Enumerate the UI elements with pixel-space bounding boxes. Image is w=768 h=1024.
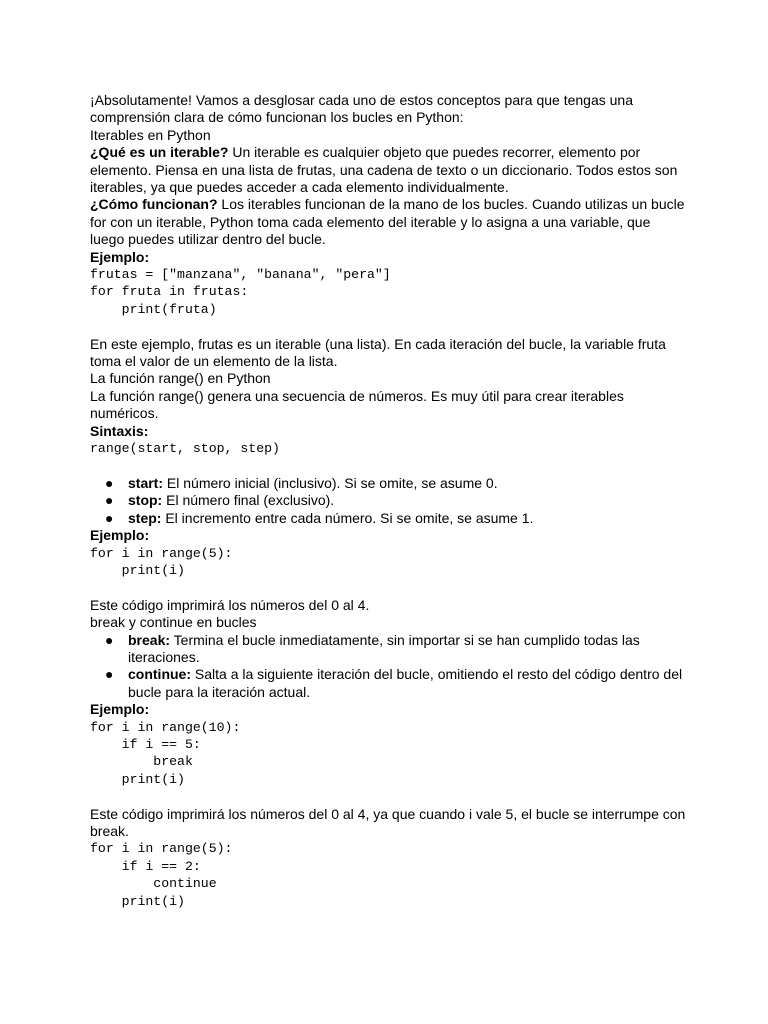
param-text: El número final (exclusivo). — [162, 492, 335, 509]
param-text: El número inicial (inclusivo). Si se omite, se asume 0. — [163, 474, 498, 491]
keyword-text: Termina el bucle inmediatamente, sin importar si se han cumplido todas las — [170, 631, 640, 648]
keyword-text-continued: bucle para la iteración actual. — [128, 683, 311, 700]
continue-code-line: for i in range(5): — [90, 841, 233, 857]
iterable-how — [90, 196, 690, 213]
iterable-definition-line-2: elemento. Piensa en una lista de frutas, una cadena de texto o un diccionario. Todos estos son — [90, 161, 678, 178]
range-desc-line-1: La función range() genera una secuencia de números. Es muy útil para crear iterables — [90, 387, 624, 404]
spacer — [90, 458, 690, 475]
break-continue-heading: break y continue en bucles — [90, 614, 257, 631]
list-item — [90, 475, 690, 492]
break-explain-line-1: Este código imprimirá los números del 0 al 4, ya que cuando i vale 5, el bucle se interrumpe con — [90, 805, 686, 822]
iterables-code-line: frutas = ["manzana", "banana", "pera"] — [90, 267, 391, 283]
iterable-definition-line-3: iterables, ya que puedes acceder a cada elemento individualmente. — [90, 179, 509, 196]
range-params-list — [90, 475, 690, 527]
intro-line-2: comprensión clara de cómo funcionan los bucles en Python: — [90, 109, 464, 126]
iterables-explain-line-1: En este ejemplo, frutas es un iterable (una lista). En cada iteración del bucle, la variable fruta — [90, 335, 666, 352]
break-explain-line-2: break. — [90, 823, 129, 839]
param-label: start: — [128, 474, 164, 491]
break-code-line: if i == 5: — [90, 736, 201, 752]
keyword-label: continue: — [128, 666, 191, 683]
iterable-how-line-2: for con un iterable, Python toma cada elemento del iterable y lo asigna a una variable, que — [90, 213, 651, 230]
keyword-label: break: — [128, 631, 171, 648]
bullet-icon: ● — [105, 666, 114, 683]
break-example-label: Ejemplo: — [90, 701, 150, 718]
bullet-icon: ● — [105, 631, 114, 648]
iterable-question-label: ¿Qué es un iterable? — [90, 144, 229, 161]
intro-line-1: ¡Absolutamente! Vamos a desglosar cada uno de estos conceptos para que tengas una — [90, 92, 633, 108]
param-text: El incremento entre cada número. Si se omite, se asume 1. — [161, 509, 534, 526]
list-item — [90, 632, 690, 667]
range-heading: La función range() en Python — [90, 370, 271, 387]
continue-code-line: continue — [90, 876, 217, 892]
param-label: stop: — [128, 492, 163, 509]
continue-code-line: print(i) — [90, 893, 185, 909]
list-item — [90, 510, 690, 527]
break-code-line: print(i) — [90, 771, 185, 787]
iterables-explain-line-2: toma el valor de un elemento de la lista. — [90, 353, 338, 370]
iterables-example-label: Ejemplo: — [90, 248, 150, 265]
iterable-definition — [90, 144, 690, 161]
iterables-code-line: for fruta in frutas: — [90, 284, 249, 300]
bullet-icon: ● — [105, 509, 114, 526]
break-continue-list — [90, 632, 690, 702]
param-label: step: — [128, 509, 162, 526]
range-syntax-label: Sintaxis: — [90, 422, 149, 439]
spacer — [90, 788, 690, 805]
spacer — [90, 579, 690, 596]
list-item — [90, 492, 690, 509]
spacer — [90, 318, 690, 335]
iterable-how-line-3: luego puedes utilizar dentro del bucle. — [90, 231, 326, 248]
iterable-how-label: ¿Cómo funcionan? — [90, 196, 218, 213]
bullet-icon: ● — [105, 492, 114, 509]
range-code-line: print(i) — [90, 562, 185, 578]
keyword-text: Salta a la siguiente iteración del bucle, omitiendo el resto del código dentro del — [191, 666, 683, 683]
keyword-text-continued: iteraciones. — [128, 648, 200, 665]
range-syntax-code: range(start, stop, step) — [90, 441, 280, 457]
iterable-how-text: Los iterables funcionan de la mano de los bucles. Cuando utilizas un bucle — [217, 196, 685, 213]
continue-code-line: if i == 2: — [90, 858, 201, 874]
bullet-icon: ● — [105, 474, 114, 491]
document-body — [90, 92, 690, 910]
list-item — [90, 666, 690, 701]
iterable-definition-text: Un iterable es cualquier objeto que puedes recorrer, elemento por — [228, 144, 641, 161]
break-code-line: for i in range(10): — [90, 719, 241, 735]
iterables-code-line: print(fruta) — [90, 301, 217, 317]
iterables-heading: Iterables en Python — [90, 126, 211, 143]
range-desc-line-2: numéricos. — [90, 405, 159, 422]
range-example-label: Ejemplo: — [90, 527, 150, 544]
range-explain: Este código imprimirá los números del 0 al 4. — [90, 596, 370, 613]
break-code-line: break — [90, 754, 193, 770]
range-code-line: for i in range(5): — [90, 545, 233, 561]
